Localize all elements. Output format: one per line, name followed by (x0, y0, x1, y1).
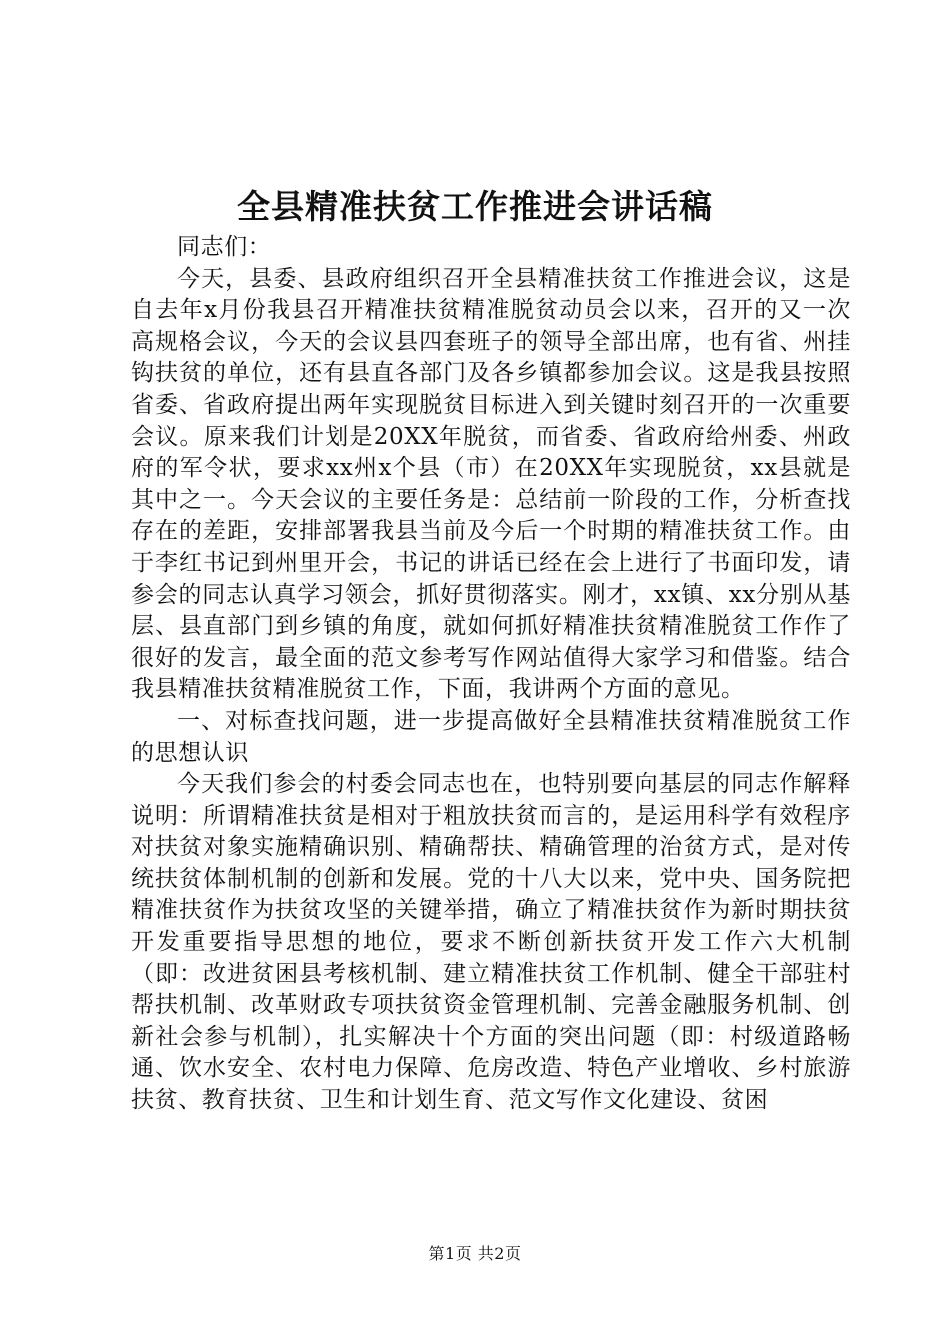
salutation-paragraph: 同志们： (177, 234, 272, 260)
body-paragraph: 今天，县委、县政府组织召开全县精准扶贫工作推进会议，这是自去年x月份我县召开精准扶贫精准脱贫动员会以来，召开的又一次高规格会议，今天的会议县四套班子的领导全部出席，也有省、州挂钩扶贫的单位，还有县直各部门及各乡镇都参加会议。这是我县按照省委、省政府提出两年实现脱贫目标进入到关键时刻召开的一次重要会议。原来我们计划是20XX年脱贫，而省委、省政府给州委、州政府的军令状，要求xx州x个县（市）在20XX年实现脱贫，xx县就是其中之一。今天会议的主要任务是：总结前一阶段的工作，分析查找存在的差距，安排部署我县当前及今后一个时期的精准扶贫工作。由于李红书记到州里开会，书记的讲话已经在会上进行了书面印发，请参会的同志认真学习领会，抓好贯彻落实。刚才，xx镇、xx分别从基层、县直部门到乡镇的角度，就如何抓好精准扶贫精准脱贫工作作了很好的发言，最全面的范文参考写作网站值得大家学习和借鉴。结合我县精准扶贫精准脱贫工作，下面，我讲两个方面的意见。 (131, 265, 851, 703)
document-title: 全县精准扶贫工作推进会讲话稿 (237, 187, 713, 226)
body-paragraph: 今天我们参会的村委会同志也在，也特别要向基层的同志作解释说明：所谓精准扶贫是相对于粗放扶贫而言的，是运用科学有效程序对扶贫对象实施精确识别、精确帮扶、精确管理的治贫方式，是对传统扶贫体制机制的创新和发展。党的十八大以来，党中央、国务院把精准扶贫作为扶贫攻坚的关键举措，确立了精准扶贫作为新时期扶贫开发重要指导思想的地位，要求不断创新扶贫开发工作六大机制（即：改进贫困县考核机制、建立精准扶贫工作机制、健全干部驻村帮扶机制、改革财政专项扶贫资金管理机制、完善金融服务机制、创新社会参与机制），扎实解决十个方面的突出问题（即：村级道路畅通、饮水安全、农村电力保障、危房改造、特色产业增收、乡村旅游扶贫、教育扶贫、卫生和计划生育、范文写作文化建设、贫困 (131, 771, 851, 1114)
page-footer: 第1页 共2页 (428, 1244, 522, 1263)
section-heading: 一、对标查找问题，进一步提高做好全县精准扶贫精准脱贫工作的思想认识 (131, 707, 851, 766)
document-body (131, 232, 851, 1117)
